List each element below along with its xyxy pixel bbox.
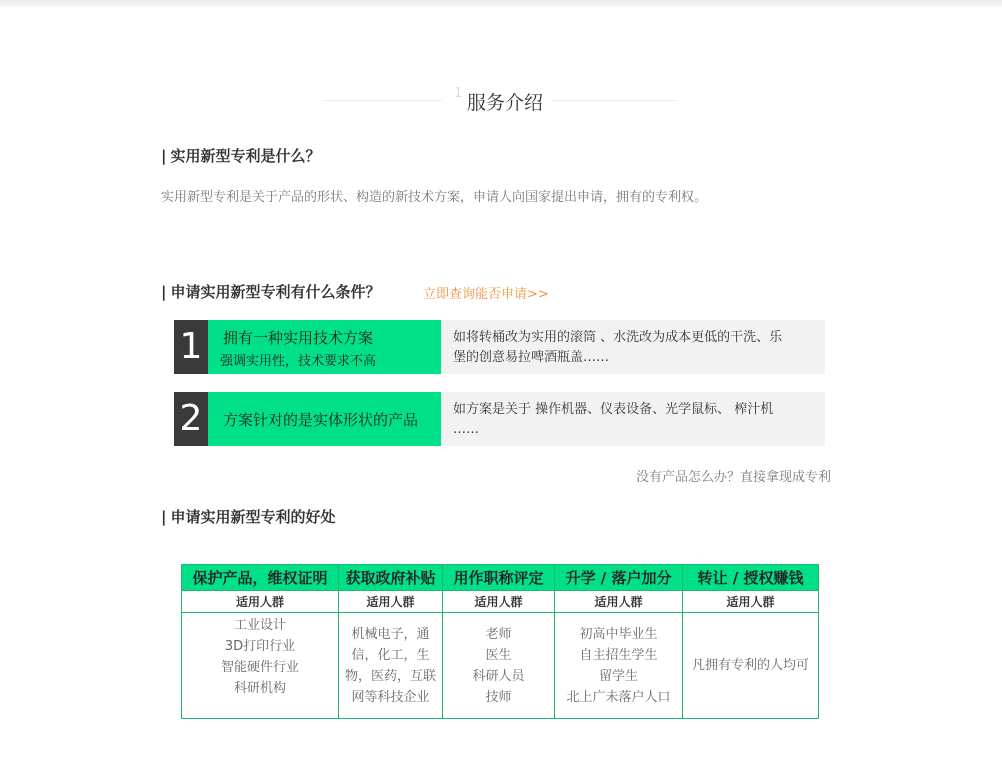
group-item: 科研人员 <box>472 668 525 684</box>
benefit-header: 保护产品，维权证明 <box>182 565 339 591</box>
benefit-header: 转让 / 授权赚钱 <box>683 565 819 591</box>
group-item: 网等科技企业 <box>351 689 430 705</box>
condition-example-box <box>441 392 825 446</box>
applicable-group-label: 适用人群 <box>339 591 443 613</box>
top-divider <box>0 0 1002 7</box>
applicable-group-label: 适用人群 <box>683 591 819 613</box>
group-item: 自主招生学生 <box>579 647 658 663</box>
applicable-group-label: 适用人群 <box>555 591 683 613</box>
title-line-right <box>552 100 678 101</box>
condition-row <box>174 392 825 446</box>
heading-conditions <box>161 281 381 302</box>
condition-example-box <box>441 320 825 374</box>
section-title <box>322 86 678 116</box>
title-deco: 1 <box>454 86 463 101</box>
condition-box <box>208 392 441 446</box>
benefits-table <box>181 564 819 719</box>
benefits-subheader-row <box>182 591 819 613</box>
benefits-body-row <box>182 613 819 719</box>
group-item: 科研机构 <box>233 681 286 696</box>
heading-text: 申请实用新型专利有什么条件？ <box>170 283 381 301</box>
applicable-group-label: 适用人群 <box>443 591 555 613</box>
group-item: 老师 <box>485 626 512 642</box>
inquiry-link[interactable]: 立即查询能否申请>> <box>423 287 549 302</box>
group-item: 初高中毕业生 <box>579 626 658 642</box>
group-item: 留学生 <box>598 668 638 684</box>
condition-subtitle: 强调实用性，技术要求不高 <box>220 354 377 369</box>
group-item: 医生 <box>485 647 512 663</box>
heading-bar: | <box>161 283 167 301</box>
heading-what-is <box>161 145 321 166</box>
benefit-header: 用作职称评定 <box>443 565 555 591</box>
group-item: 凡拥有专利的人均可 <box>691 658 809 673</box>
group-list <box>443 613 555 719</box>
condition-example: 如将转桶改为实用的滚筒 、水洗改为成本更低的干洗、乐堡的创意易拉啤酒瓶盖…… <box>453 330 783 365</box>
group-item: 工业设计 <box>233 618 286 633</box>
definition-text: 实用新型专利是关于产品的形状、构造的新技术方案，申请人向国家提出申请，拥有的专利权。 <box>161 190 708 205</box>
condition-title: 方案针对的是实体形状的产品 <box>223 411 419 429</box>
group-list <box>339 613 443 719</box>
heading-benefits <box>161 506 336 527</box>
benefit-header: 获取政府补贴 <box>339 565 443 591</box>
condition-row <box>174 320 825 374</box>
group-item: 3D打印行业 <box>224 639 296 654</box>
group-item: 物，医药，互联 <box>344 668 436 684</box>
condition-number: 2 <box>174 392 208 446</box>
group-item: 智能硬件行业 <box>220 660 299 675</box>
group-list <box>555 613 683 719</box>
condition-number: 1 <box>174 320 208 374</box>
group-list <box>182 613 339 719</box>
condition-box <box>208 320 441 374</box>
group-item: 机械电子，通 <box>351 626 430 642</box>
condition-title: 拥有一种实用技术方案 <box>223 329 374 347</box>
condition-example: 如方案是关于 操作机器、仪表设备、光学鼠标、 榨汁机 …… <box>453 402 774 437</box>
group-list <box>683 613 819 719</box>
group-item: 北上广未落户人口 <box>566 689 671 705</box>
heading-text: 实用新型专利是什么？ <box>170 147 321 165</box>
benefits-header-row <box>182 565 819 591</box>
heading-text: 申请实用新型专利的好处 <box>170 508 336 526</box>
group-item: 技师 <box>485 689 512 705</box>
heading-bar: | <box>161 508 167 526</box>
group-item: 信，化工，生 <box>351 647 430 663</box>
title-line-left <box>322 100 442 101</box>
ready-made-patent-link[interactable]: 没有产品怎么办？直接拿现成专利 <box>636 470 832 485</box>
applicable-group-label: 适用人群 <box>182 591 339 613</box>
page-title: 服务介绍 <box>467 92 544 114</box>
heading-bar: | <box>161 147 167 165</box>
benefit-header: 升学 / 落户加分 <box>555 565 683 591</box>
